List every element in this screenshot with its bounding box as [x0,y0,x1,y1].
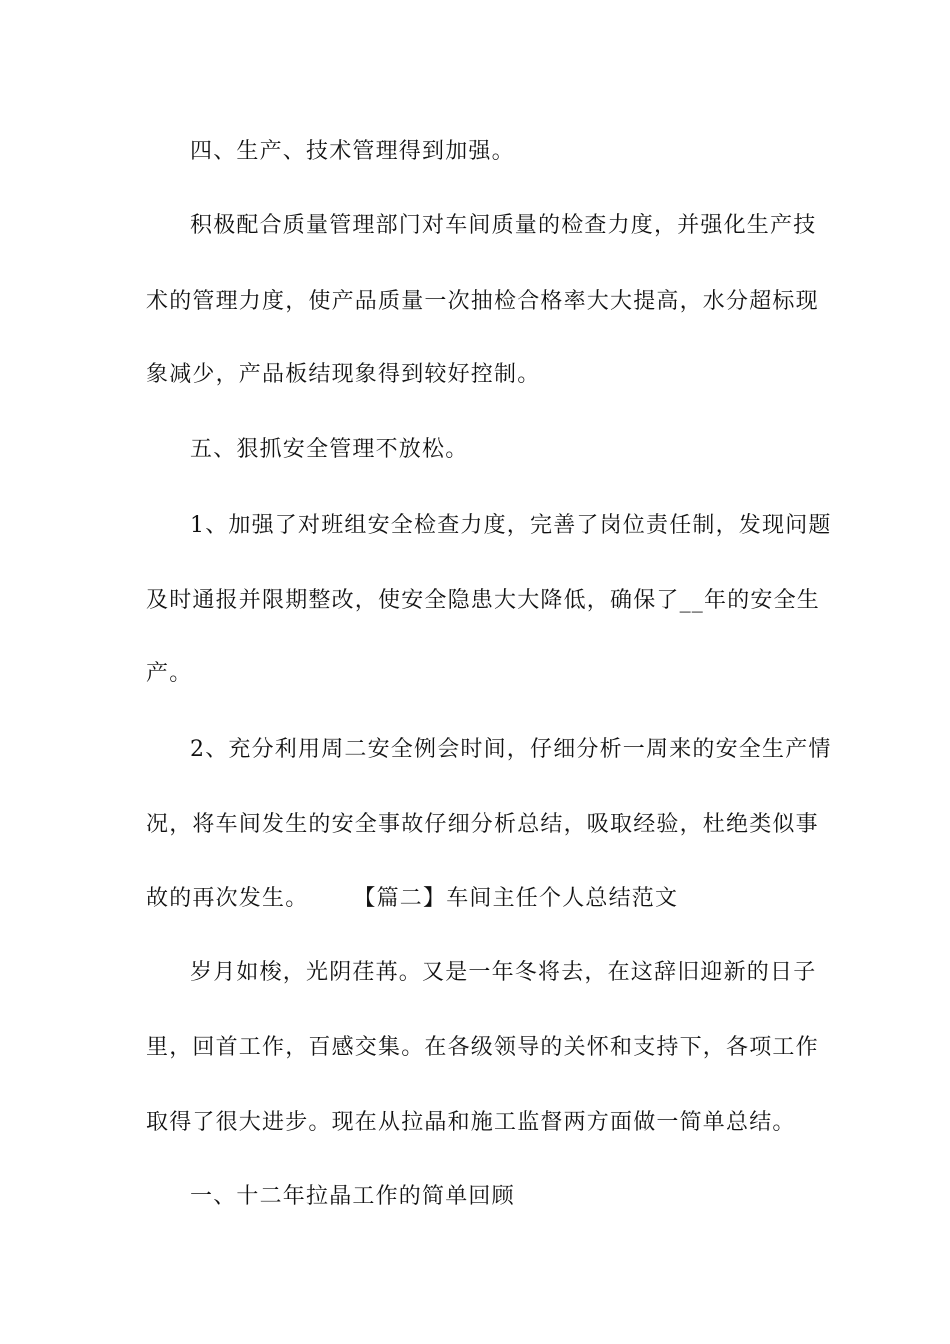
section-heading-5: 五、狠抓安全管理不放松。 [190,437,469,462]
paragraph-text: 故的再次发生。 [146,886,309,911]
paragraph-line: 况，将车间发生的安全事故仔细分析总结，吸取经验，杜绝类似事 [146,812,819,837]
section-heading-1: 一、十二年拉晶工作的简单回顾 [190,1184,515,1209]
paragraph-line: 1、加强了对班组安全检查力度，完善了岗位责任制，发现问题 [190,513,832,538]
article-heading: 【篇二】车间主任个人总结范文 [364,886,679,911]
paragraph-line: 象减少，产品板结现象得到较好控制。 [146,362,541,387]
paragraph-line: 积极配合质量管理部门对车间质量的检查力度，并强化生产技 [190,213,817,238]
section-heading-4: 四、生产、技术管理得到加强。 [190,139,515,164]
paragraph-line: 产。 [146,661,193,686]
paragraph-line: 岁月如梭，光阴荏苒。又是一年冬将去，在这辞旧迎新的日子 [190,960,817,985]
paragraph-line-with-heading [146,884,678,914]
paragraph-line: 2、充分利用周二安全例会时间，仔细分析一周来的安全生产情 [190,737,832,762]
paragraph-line: 里，回首工作，百感交集。在各级领导的关怀和支持下，各项工作 [146,1035,819,1060]
paragraph-line: 及时通报并限期整改，使安全隐患大大降低，确保了__年的安全生 [146,588,821,613]
paragraph-line: 取得了很大进步。现在从拉晶和施工监督两方面做一简单总结。 [146,1110,796,1135]
paragraph-line: 术的管理力度，使产品质量一次抽检合格率大大提高，水分超标现 [146,289,819,314]
